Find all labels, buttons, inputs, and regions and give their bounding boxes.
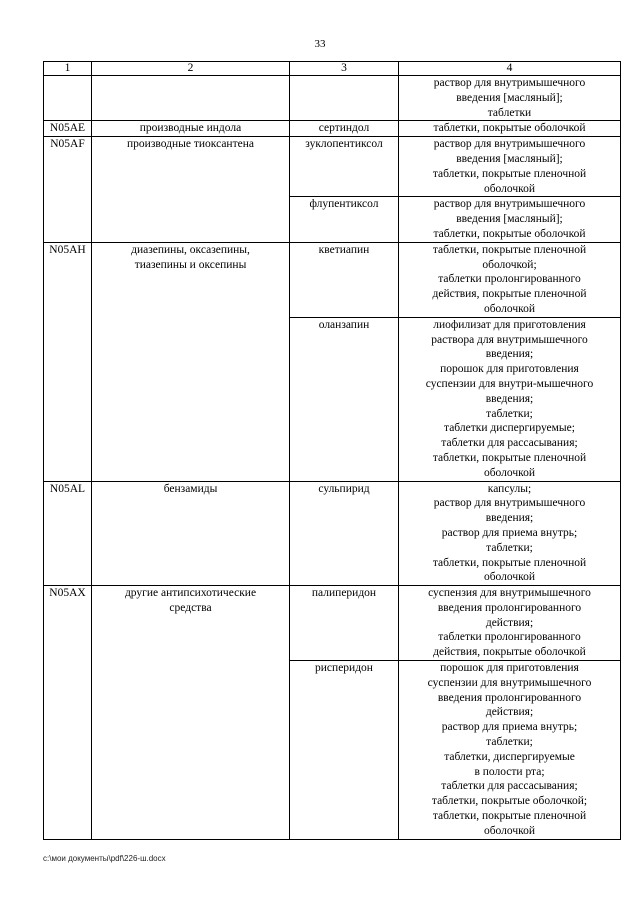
dosage-form-line: действия; (485, 706, 534, 719)
group-name-cell (92, 481, 290, 586)
dosage-form-line: таблетки; (486, 541, 533, 554)
dosage-form-line: введения [масляный]; (456, 152, 563, 165)
group-name-line: производные индола (139, 122, 242, 135)
dosage-form-line: введения пролонгированного (437, 601, 582, 614)
column-header: 3 (290, 62, 399, 76)
drug-name-cell: флупентиксол (290, 197, 399, 242)
drug-name-cell: палиперидон (290, 586, 399, 661)
dosage-form-line: таблетки, покрытые пленочной (432, 451, 587, 464)
atc-code-cell: N05AX (44, 586, 92, 840)
column-header: 1 (44, 62, 92, 76)
dosage-forms-cell (399, 137, 621, 197)
dosage-form-line: оболочкой (483, 302, 536, 315)
group-name-line: диазепины, оксазепины, (131, 243, 250, 256)
dosage-form-line: раствор для внутримышечного (433, 198, 586, 211)
dosage-form-line: введения пролонгированного (437, 691, 582, 704)
dosage-form-line: действия, покрытые пленочной (432, 288, 587, 301)
drug-name-cell: зуклопентиксол (290, 137, 399, 197)
group-name-cell (92, 121, 290, 137)
dosage-form-line: раствор для внутримышечного (433, 497, 586, 510)
atc-code-cell (44, 76, 92, 121)
dosage-form-line: порошок для приготовления (440, 363, 579, 376)
dosage-form-line: оболочкой (483, 571, 536, 584)
dosage-form-line: таблетки; (486, 407, 533, 420)
dosage-forms-cell (399, 197, 621, 242)
dosage-form-line: таблетки; (486, 736, 533, 749)
atc-code-cell: N05AH (44, 242, 92, 481)
table-row (44, 76, 621, 121)
table-row (44, 121, 621, 137)
dosage-form-line: раствор для внутримышечного (433, 77, 586, 89)
dosage-form-line: действия; (485, 616, 534, 629)
drug-name-cell: рисперидон (290, 661, 399, 840)
dosage-form-line: таблетки, покрытые пленочной (432, 243, 587, 256)
dosage-form-line: введения [масляный]; (456, 213, 563, 226)
table-row (44, 242, 621, 317)
group-name-line: другие антипсихотические (124, 587, 257, 600)
dosage-form-line: оболочкой; (482, 258, 537, 271)
dosage-form-line: оболочкой (483, 466, 536, 479)
drug-name-cell: сульпирид (290, 481, 399, 586)
dosage-forms-cell (399, 481, 621, 586)
dosage-form-line: в полости рта; (474, 765, 545, 778)
dosage-form-line: таблетки (487, 106, 532, 119)
atc-code-cell: N05AF (44, 137, 92, 243)
dosage-form-line: таблетки для рассасывания; (441, 780, 578, 793)
dosage-form-line: суспензии для внутримышечного (427, 676, 592, 689)
dosage-forms-cell (399, 76, 621, 121)
group-name-cell (92, 76, 290, 121)
dosage-form-line: оболочкой (483, 182, 536, 195)
dosage-form-line: введения [масляный]; (456, 91, 563, 104)
dosage-form-line: таблетки, покрытые пленочной (432, 556, 587, 569)
dosage-form-line: введения; (485, 392, 534, 405)
column-header: 4 (399, 62, 621, 76)
dosage-form-line: раствор для внутримышечного (433, 138, 586, 151)
dosage-form-line: суспензия для внутримышечного (428, 587, 591, 600)
footer-file-path: c:\мои документы\pdf\226-ш.docx (43, 854, 166, 863)
table-row (44, 137, 621, 197)
dosage-form-line: введения; (485, 348, 534, 361)
dosage-form-line: таблетки, покрытые пленочной (432, 810, 587, 823)
dosage-form-line: таблетки, покрытые оболочкой; (431, 795, 588, 808)
dosage-form-line: таблетки для рассасывания; (441, 437, 578, 450)
dosage-form-line: таблетки, покрытые оболочкой (433, 122, 586, 135)
column-header: 2 (92, 62, 290, 76)
drug-name-cell: оланзапин (290, 317, 399, 481)
drug-name-cell: кветиапин (290, 242, 399, 317)
group-name-cell (92, 137, 290, 243)
drug-table (43, 61, 621, 840)
dosage-forms-cell (399, 121, 621, 137)
dosage-form-line: раствор для приема внутрь; (441, 721, 578, 734)
dosage-form-line: таблетки, покрытые пленочной (432, 167, 587, 180)
dosage-form-line: введения; (485, 512, 534, 525)
dosage-form-line: порошок для приготовления (440, 662, 579, 675)
dosage-forms-cell (399, 317, 621, 481)
group-name-cell (92, 242, 290, 481)
dosage-form-line: таблетки, диспергируемые (444, 750, 575, 763)
table-header-row (44, 62, 621, 76)
dosage-form-line: таблетки пролонгированного (438, 273, 581, 286)
dosage-form-line: суспензии для внутри-мышечного (425, 377, 594, 390)
table-row (44, 481, 621, 586)
table-row (44, 586, 621, 661)
dosage-forms-cell (399, 242, 621, 317)
atc-code-cell: N05AL (44, 481, 92, 586)
group-name-line: производные тиоксантена (127, 138, 254, 151)
table-body (44, 76, 621, 840)
dosage-form-line: раствора для внутримышечного (431, 333, 588, 346)
drug-name-cell: сертиндол (290, 121, 399, 137)
dosage-form-line: таблетки пролонгированного (438, 631, 581, 644)
drug-name-cell (290, 76, 399, 121)
dosage-form-line: оболочкой (483, 824, 536, 837)
dosage-form-line: раствор для приема внутрь; (441, 526, 578, 539)
dosage-form-line: капсулы; (487, 482, 532, 495)
page-number: 33 (314, 38, 326, 50)
dosage-forms-cell (399, 586, 621, 661)
dosage-form-line: таблетки, покрытые оболочкой (433, 227, 586, 240)
dosage-form-line: лиофилизат для приготовления (433, 318, 586, 331)
group-name-line: средства (169, 601, 212, 614)
dosage-form-line: таблетки диспергируемые; (444, 422, 575, 435)
dosage-forms-cell (399, 661, 621, 840)
dosage-form-line: действия, покрытые оболочкой (433, 646, 586, 659)
group-name-line: бензамиды (163, 482, 218, 495)
group-name-cell (92, 586, 290, 840)
atc-code-cell: N05AE (44, 121, 92, 137)
group-name-line: тиазепины и оксепины (134, 258, 247, 271)
